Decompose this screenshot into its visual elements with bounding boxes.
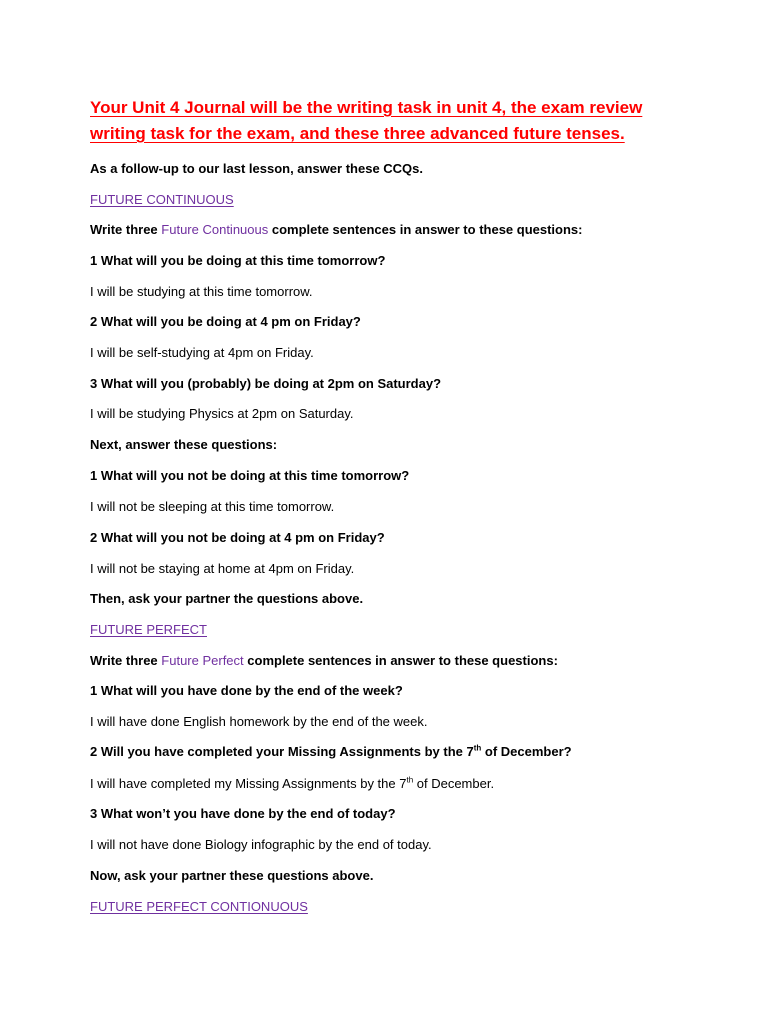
instruction-post: complete sentences in answer to these questions:: [268, 222, 583, 237]
instruction-pre: Write three: [90, 653, 162, 668]
question: 3 What will you (probably) be doing at 2pm on Saturday?: [90, 376, 442, 391]
answer: I will have done English homework by the end of the week.: [90, 714, 428, 729]
heading-future-perfect-continuous: FUTURE PERFECT CONTIONUOUS: [90, 899, 308, 914]
ordinal-suffix: th: [406, 775, 414, 785]
intro-text: As a follow-up to our last lesson, answer these CCQs.: [90, 161, 424, 176]
question: 1 What will you be doing at this time tomorrow?: [90, 253, 386, 268]
partner-instruction: Now, ask your partner these questions above.: [90, 868, 374, 883]
question: 1 What will you have done by the end of the week?: [90, 683, 403, 698]
heading-future-perfect: FUTURE PERFECT: [90, 622, 207, 637]
instruction-future-perfect: [90, 653, 558, 669]
instruction-future-continuous: [90, 222, 583, 238]
answer-text: I will have completed my Missing Assignments by the 7: [90, 776, 407, 791]
title-line-1: Your Unit 4 Journal will be the writing task in unit 4, the exam review: [90, 98, 643, 117]
answer: I will be studying at this time tomorrow.: [90, 284, 313, 299]
instruction-term: Future Perfect: [161, 653, 244, 668]
question: 1 What will you not be doing at this time tomorrow?: [90, 468, 410, 483]
instruction-pre: Write three: [90, 222, 162, 237]
title-line-2: writing task for the exam, and these three advanced future tenses.: [90, 124, 625, 143]
next-instruction: Next, answer these questions:: [90, 437, 278, 452]
question: 2 What will you be doing at 4 pm on Friday?: [90, 314, 361, 329]
question-text: 2 Will you have completed your Missing Assignments by the 7: [90, 744, 474, 759]
answer: I will not have done Biology infographic by the end of today.: [90, 837, 432, 852]
question: [90, 744, 572, 760]
answer: [90, 776, 494, 792]
answer: I will be self-studying at 4pm on Friday.: [90, 345, 314, 360]
instruction-term: Future Continuous: [161, 222, 269, 237]
partner-instruction: Then, ask your partner the questions above.: [90, 591, 364, 606]
instruction-post: complete sentences in answer to these questions:: [243, 653, 558, 668]
answer: I will not be staying at home at 4pm on Friday.: [90, 561, 355, 576]
question: 2 What will you not be doing at 4 pm on Friday?: [90, 530, 385, 545]
answer-text: of December.: [413, 776, 495, 791]
question-text: of December?: [481, 744, 572, 759]
answer: I will be studying Physics at 2pm on Saturday.: [90, 406, 354, 421]
answer: I will not be sleeping at this time tomorrow.: [90, 499, 335, 514]
question: 3 What won’t you have done by the end of today?: [90, 806, 396, 821]
heading-future-continuous: FUTURE CONTINUOUS: [90, 192, 234, 207]
ordinal-suffix: th: [473, 743, 482, 753]
